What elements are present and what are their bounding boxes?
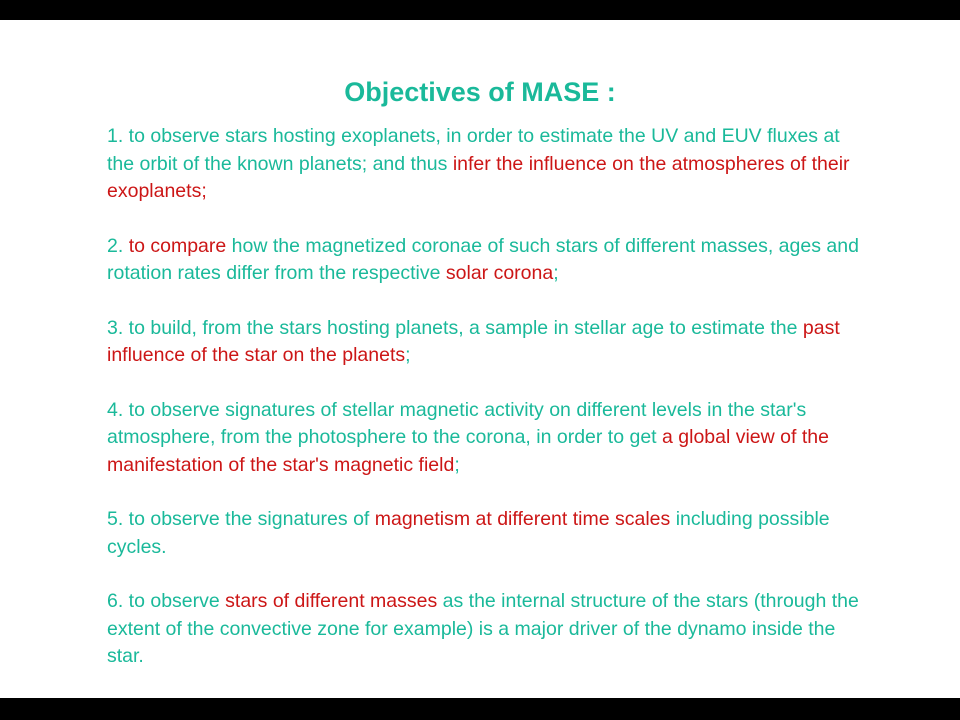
objective-highlight: solar corona — [445, 262, 554, 284]
objective-text: ; — [454, 453, 460, 476]
objective-highlight: infer the influence on the atmospheres of their exoplanets; — [107, 152, 850, 202]
objective-item-3 — [107, 315, 867, 370]
objective-item-4 — [107, 397, 867, 480]
objectives-list — [107, 123, 867, 698]
objective-highlight: stars of different masses — [225, 590, 438, 612]
objective-text: 2. — [107, 234, 129, 257]
objective-text: ; — [405, 344, 411, 366]
objective-highlight: a global view of the manifestation of the star's magnetic field — [107, 426, 829, 476]
objective-text: 6. to observe — [107, 590, 226, 612]
objective-text: 3. to build, from the stars hosting planets, a sample in stellar age to estimate the — [107, 316, 803, 339]
objective-text: 1. to observe stars hosting exoplanets, in order to estimate the UV and EUV fluxes at the orbit of the known planets; and thus — [107, 125, 840, 175]
slide-title: Objectives of MASE : — [344, 77, 616, 107]
objective-item-2 — [107, 233, 867, 288]
objective-item-6 — [107, 588, 867, 671]
slide — [0, 20, 960, 698]
objective-text: ; — [553, 262, 559, 284]
objective-item-1 — [107, 123, 867, 206]
objective-highlight: past influence of the star on the planets — [107, 316, 840, 366]
objective-text: 4. to observe signatures of stellar magnetic activity on different levels in the star's atmosphere, from the photosphere to the corona, in order to get — [107, 398, 807, 448]
objective-item-5 — [107, 506, 867, 561]
objective-text: including possible cycles. — [107, 508, 830, 558]
objective-text: 5. to observe the signatures of — [107, 508, 375, 530]
objective-highlight: to compare — [128, 234, 227, 257]
objective-highlight: magnetism at different time scales — [374, 508, 671, 530]
objective-text: how the magnetized coronae of such stars of different masses, ages and rotation rates differ from the respective — [107, 234, 859, 284]
objective-text: as the internal structure of the stars (through the extent of the convective zone for example) is a major driver of the dynamo inside the star. — [107, 590, 859, 667]
